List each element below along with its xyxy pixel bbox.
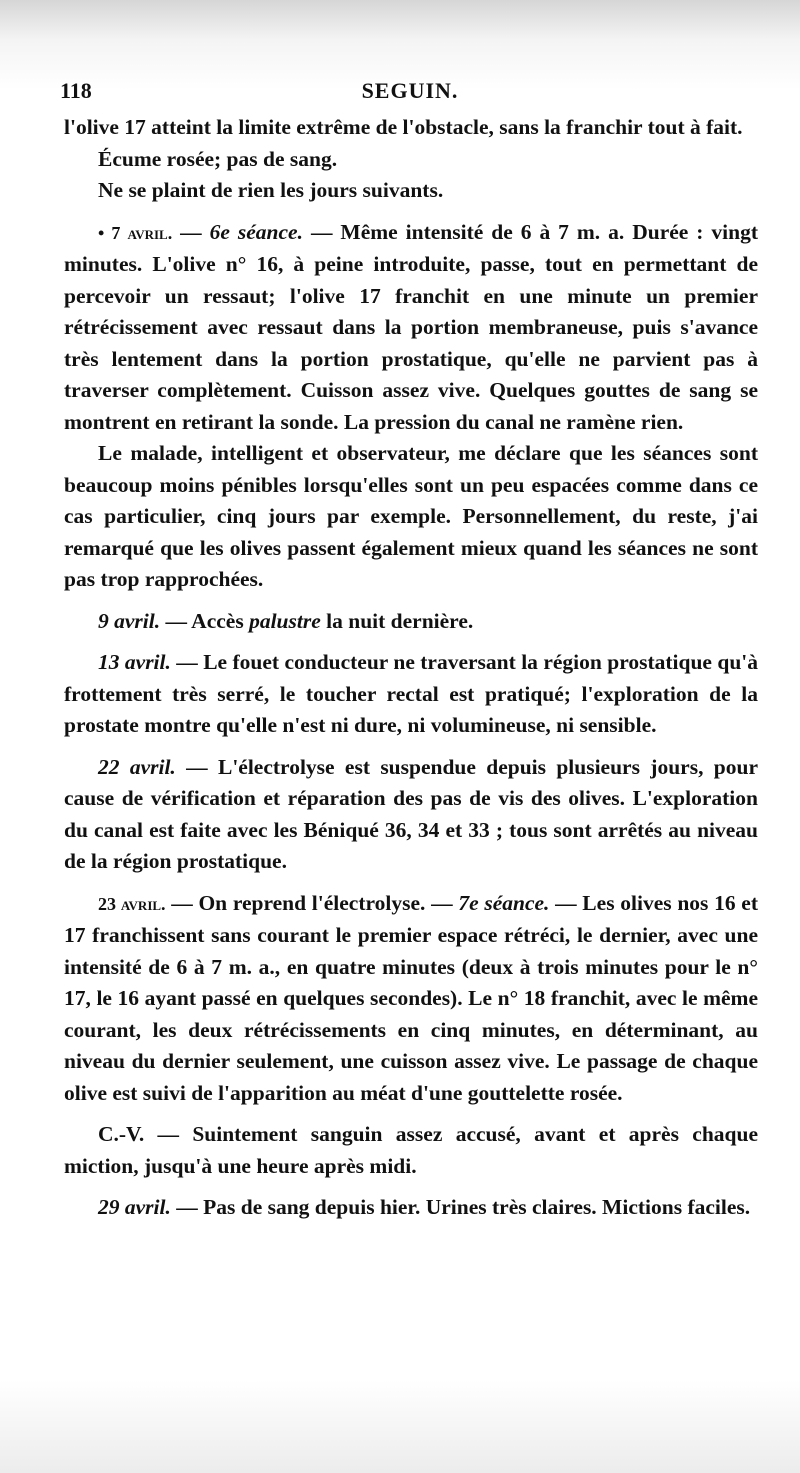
paragraph-entry-22-avril xyxy=(64,752,758,878)
paragraph-entry-7-avril xyxy=(64,217,758,439)
paragraph: Le malade, intelligent et observateur, me déclare que les séances sont beaucoup moins pénibles lorsqu'elles sont un peu espacées comme dans ce cas particulier, cinq jours par exemple. Personnellement, du reste, j'ai remarqué que les olives passent également mieux quand les séances ne sont pas trop rapprochées. xyxy=(64,441,758,591)
paragraph: Ne se plaint de rien les jours suivants. xyxy=(98,178,444,202)
entry-text: — Accès xyxy=(160,608,250,633)
entry-body: — Les olives nos 16 et 17 franchissent sans courant le premier espace rétréci, le dernier, avec une intensité de 6 à 7 m. a., en quatre minutes (deux à trois minutes pour le n° 17, le 16 ayant passé en quelques secondes). Le n° 18 franchit, avec le même courant, les deux rétrécissements en cinq minutes, en déterminant, au niveau du dernier seulement, une cuisson assez vive. Le passage de chaque olive est suivi de l'apparition au méat d'une gouttelette rosée. xyxy=(64,890,758,1105)
entry-date: 9 avril. xyxy=(98,608,161,633)
entry-text: la nuit dernière. xyxy=(320,608,474,633)
paragraph: l'olive 17 atteint la limite extrême de l'obstacle, sans la franchir tout à fait. xyxy=(64,115,743,139)
body-text xyxy=(64,112,758,1224)
entry-body: — Le fouet conducteur ne traversant la région prostatique qu'à frottement très serré, le toucher rectal est pratiqué; l'exploration de la prostate montre qu'elle n'est ni dure, ni volumineuse, ni sensible. xyxy=(64,650,758,737)
session-label: 7e séance. xyxy=(458,890,550,915)
paragraph: Écume rosée; pas de sang. xyxy=(98,146,338,171)
running-head: SEGUIN. xyxy=(361,78,459,103)
session-label: 6e séance. xyxy=(209,219,303,244)
entry-date: • 7 avril. xyxy=(98,222,173,243)
entry-date: 22 avril. xyxy=(98,754,176,779)
paragraph-entry-13-avril xyxy=(64,647,758,742)
page-header xyxy=(60,78,760,108)
entry-body: — L'électrolyse est suspendue depuis plusieurs jours, pour cause de vérification et réparation des pas de vis des olives. L'exploration du canal est faite avec les Béniqué 36, 34 et 33 ; tous sont arrêtés au niveau de la région prostatique. xyxy=(64,754,758,873)
paragraph-entry-29-avril xyxy=(64,1192,758,1224)
separator: — xyxy=(172,219,210,244)
page-number: 118 xyxy=(60,78,92,103)
entry-date: 13 avril. xyxy=(98,650,171,674)
paragraph-cv: C.-V. — Suintement sanguin assez accusé, avant et après chaque miction, jusqu'à une heure après midi. xyxy=(64,1122,758,1178)
italic-word: palustre xyxy=(249,608,321,633)
entry-body: — Pas de sang depuis hier. Urines très claires. Mictions faciles. xyxy=(170,1195,751,1219)
entry-body: — Même intensité de 6 à 7 m. a. Durée : vingt minutes. L'olive n° 16, à peine introduite, passe, tout en permettant de percevoir un ressaut; l'olive 17 franchit en une minute un premier rétrécissement avec ressaut dans la portion membraneuse, puis s'avance très lentement dans la portion prostatique, qu'elle ne parvient pas à traverser complètement. Cuisson assez vive. Quelques gouttes de sang se montrent en retirant la sonde. La pression du canal ne ramène rien. xyxy=(64,219,758,434)
entry-text: — On reprend l'électrolyse. — xyxy=(165,890,459,915)
paragraph-entry-23-avril xyxy=(64,888,758,1110)
entry-date: 29 avril. xyxy=(98,1195,171,1219)
entry-date: 23 avril. xyxy=(98,893,166,914)
paragraph-entry-9-avril xyxy=(64,606,758,638)
